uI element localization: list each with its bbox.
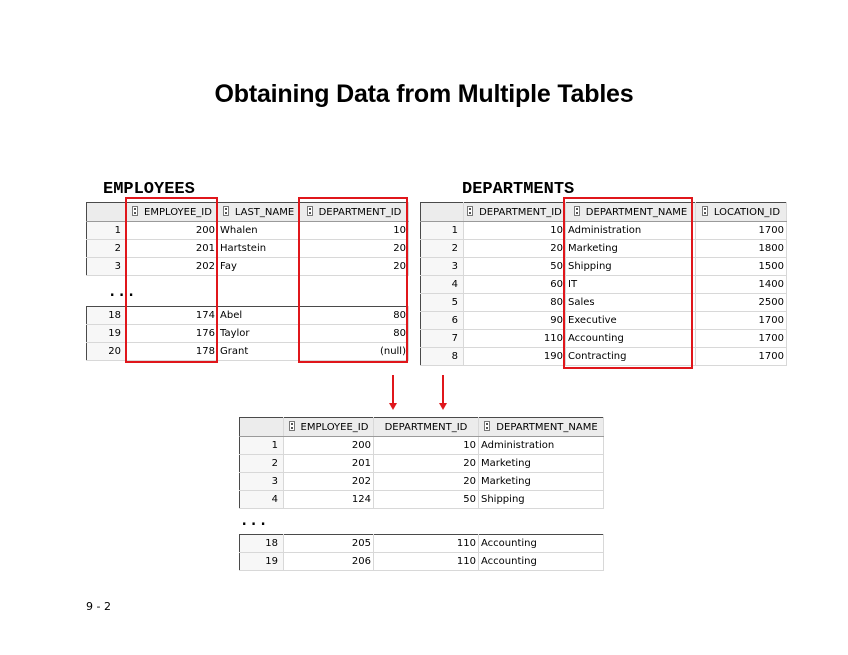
employees-label: EMPLOYEES (103, 180, 195, 199)
cell-employee-id: 176 (127, 325, 218, 343)
cell-department-id: 110 (464, 330, 566, 348)
cell-employee-id: 201 (127, 240, 218, 258)
cell-department-name: Accounting (479, 535, 604, 553)
cell-employee-id: 206 (284, 553, 374, 571)
cell-employee-id: 202 (127, 258, 218, 276)
column-header-location-id[interactable]: LOCATION_ID (696, 203, 787, 222)
slide-title: Obtaining Data from Multiple Tables (214, 80, 634, 108)
cell-department-id: 20 (464, 240, 566, 258)
row-number: 1 (421, 222, 464, 240)
cell-location-id: 2500 (696, 294, 787, 312)
table-row (240, 491, 604, 509)
cell-location-id: 1800 (696, 240, 787, 258)
result-table-bottom (239, 534, 604, 571)
column-header-department-name[interactable]: DEPARTMENT_NAME (566, 203, 696, 222)
cell-department-name: Executive (566, 312, 696, 330)
cell-employee-id: 200 (127, 222, 218, 240)
row-number: 3 (421, 258, 464, 276)
cell-department-name: Administration (479, 437, 604, 455)
row-number: 18 (87, 307, 127, 325)
table-header-row (240, 418, 604, 437)
cell-last-name: Abel (218, 307, 300, 325)
cell-department-id: 80 (300, 307, 409, 325)
result-table-top (239, 417, 604, 509)
sort-icon (289, 421, 295, 431)
row-number: 18 (240, 535, 284, 553)
cell-employee-id: 200 (284, 437, 374, 455)
cell-department-id: 80 (300, 325, 409, 343)
row-number: 1 (87, 222, 127, 240)
cell-employee-id: 202 (284, 473, 374, 491)
row-number: 19 (87, 325, 127, 343)
row-number: 5 (421, 294, 464, 312)
arrow-shaft (392, 375, 394, 403)
row-number-header (421, 203, 464, 222)
cell-department-id: (null) (300, 343, 409, 361)
cell-department-name: Sales (566, 294, 696, 312)
cell-department-id: 10 (464, 222, 566, 240)
cell-department-name: Shipping (566, 258, 696, 276)
cell-department-id: 20 (374, 455, 479, 473)
cell-department-id: 50 (374, 491, 479, 509)
cell-employee-id: 178 (127, 343, 218, 361)
cell-employee-id: 205 (284, 535, 374, 553)
cell-department-name: Shipping (479, 491, 604, 509)
cell-department-name: Accounting (566, 330, 696, 348)
row-number: 20 (87, 343, 127, 361)
column-header-department-name[interactable]: DEPARTMENT_NAME (479, 418, 604, 437)
cell-department-id: 20 (300, 258, 409, 276)
table-row (240, 473, 604, 491)
cell-location-id: 1700 (696, 348, 787, 366)
sort-icon (702, 206, 708, 216)
row-number: 6 (421, 312, 464, 330)
row-number-header (87, 203, 127, 222)
cell-department-id: 10 (300, 222, 409, 240)
highlight-department-id-column (298, 197, 408, 363)
row-number: 2 (421, 240, 464, 258)
arrow-down-icon (439, 403, 447, 410)
cell-last-name: Hartstein (218, 240, 300, 258)
cell-department-name: Marketing (479, 455, 604, 473)
highlight-department-name-column (563, 197, 693, 369)
ellipsis: ... (108, 284, 137, 300)
highlight-employee-id-column (125, 197, 218, 363)
cell-location-id: 1700 (696, 330, 787, 348)
row-number: 1 (240, 437, 284, 455)
cell-employee-id: 124 (284, 491, 374, 509)
row-number: 19 (240, 553, 284, 571)
cell-location-id: 1700 (696, 222, 787, 240)
cell-department-id: 110 (374, 553, 479, 571)
row-number: 2 (240, 455, 284, 473)
cell-last-name: Fay (218, 258, 300, 276)
cell-employee-id: 201 (284, 455, 374, 473)
column-header-last-name[interactable]: LAST_NAME (218, 203, 300, 222)
row-number: 3 (87, 258, 127, 276)
row-number: 7 (421, 330, 464, 348)
table-row (240, 455, 604, 473)
cell-location-id: 1700 (696, 312, 787, 330)
table-row (240, 553, 604, 571)
sort-icon (467, 206, 473, 216)
cell-department-id: 10 (374, 437, 479, 455)
cell-department-name: IT (566, 276, 696, 294)
cell-last-name: Taylor (218, 325, 300, 343)
cell-department-id: 20 (374, 473, 479, 491)
table-row (240, 437, 604, 455)
arrow-down-icon (389, 403, 397, 410)
departments-label: DEPARTMENTS (462, 180, 575, 199)
arrow-shaft (442, 375, 444, 403)
column-header-employee-id[interactable]: EMPLOYEE_ID (127, 203, 218, 222)
cell-department-id: 110 (374, 535, 479, 553)
cell-department-id: 60 (464, 276, 566, 294)
cell-department-id: 190 (464, 348, 566, 366)
cell-last-name: Whalen (218, 222, 300, 240)
cell-employee-id: 174 (127, 307, 218, 325)
column-header-employee-id[interactable]: EMPLOYEE_ID (284, 418, 374, 437)
cell-department-id: 80 (464, 294, 566, 312)
cell-location-id: 1400 (696, 276, 787, 294)
cell-department-id: 50 (464, 258, 566, 276)
cell-department-name: Marketing (566, 240, 696, 258)
row-number-header (240, 418, 284, 437)
cell-location-id: 1500 (696, 258, 787, 276)
page-number: 9 - 2 (86, 600, 111, 613)
column-header-department-id[interactable]: DEPARTMENT_ID (464, 203, 566, 222)
cell-department-id: 20 (300, 240, 409, 258)
column-header-department-id[interactable]: DEPARTMENT_ID (374, 418, 479, 437)
row-number: 2 (87, 240, 127, 258)
cell-department-name: Accounting (479, 553, 604, 571)
table-row (240, 535, 604, 553)
row-number: 3 (240, 473, 284, 491)
cell-department-id: 90 (464, 312, 566, 330)
ellipsis: ... (240, 513, 269, 529)
cell-last-name: Grant (218, 343, 300, 361)
sort-icon (484, 421, 490, 431)
row-number: 4 (421, 276, 464, 294)
row-number: 8 (421, 348, 464, 366)
cell-department-name: Contracting (566, 348, 696, 366)
sort-icon (223, 206, 229, 216)
cell-department-name: Marketing (479, 473, 604, 491)
column-header-department-id[interactable]: DEPARTMENT_ID (300, 203, 409, 222)
row-number: 4 (240, 491, 284, 509)
cell-department-name: Administration (566, 222, 696, 240)
